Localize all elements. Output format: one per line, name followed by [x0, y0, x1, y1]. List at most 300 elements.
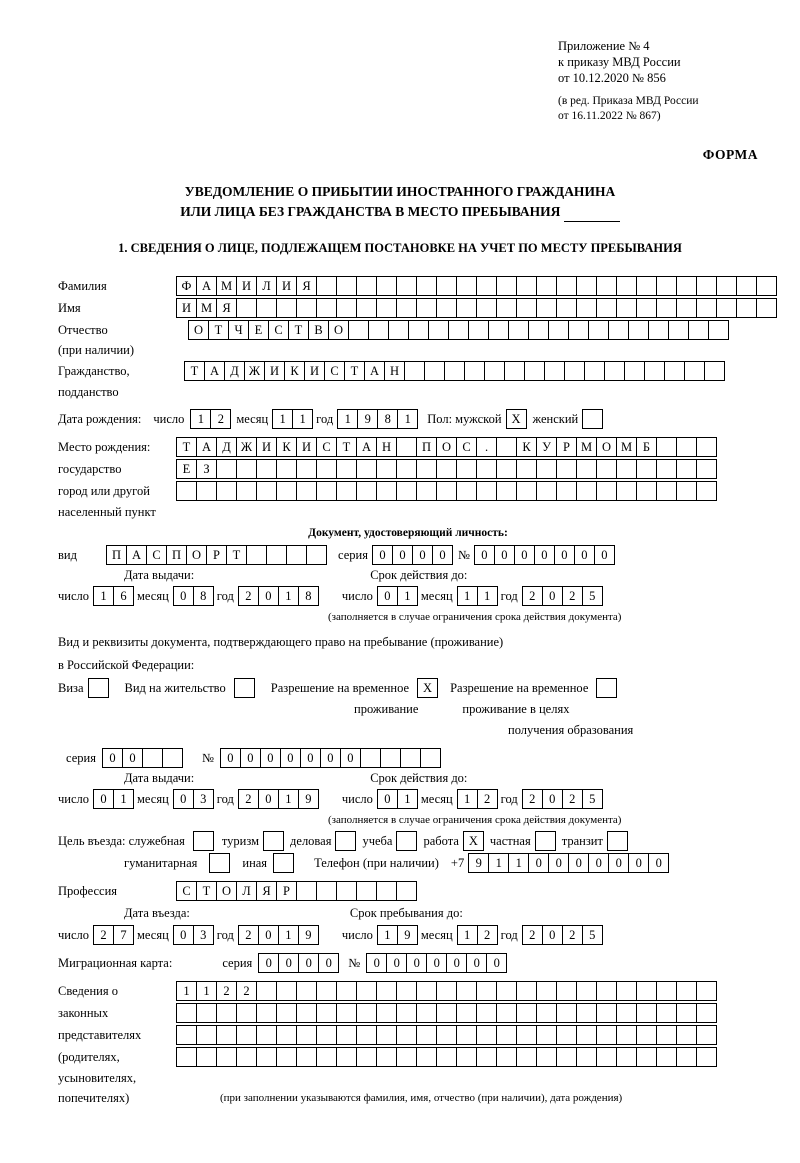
char-cell[interactable]: [216, 459, 237, 479]
doc-issue-year-cells[interactable]: [238, 586, 318, 606]
char-cell[interactable]: [656, 298, 677, 318]
char-cell[interactable]: [696, 459, 717, 479]
char-cell[interactable]: 1: [397, 586, 418, 606]
char-cell[interactable]: 2: [238, 925, 259, 945]
char-cell[interactable]: [576, 981, 597, 1001]
char-cell[interactable]: [424, 361, 445, 381]
residence-permit-checkbox[interactable]: [234, 678, 255, 698]
doc-kind-cells[interactable]: [106, 545, 326, 565]
char-cell[interactable]: П: [166, 545, 187, 565]
char-cell[interactable]: [596, 459, 617, 479]
char-cell[interactable]: [416, 459, 437, 479]
char-cell[interactable]: [556, 298, 577, 318]
stay-end-day-cells[interactable]: [377, 925, 417, 945]
char-cell[interactable]: [548, 320, 569, 340]
citizenship-cells[interactable]: [184, 361, 724, 381]
char-cell[interactable]: 9: [357, 409, 378, 429]
char-cell[interactable]: [716, 298, 737, 318]
char-cell[interactable]: [256, 981, 277, 1001]
char-cell[interactable]: [604, 361, 625, 381]
char-cell[interactable]: 0: [377, 586, 398, 606]
char-cell[interactable]: [196, 1025, 217, 1045]
char-cell[interactable]: [420, 748, 441, 768]
char-cell[interactable]: [668, 320, 689, 340]
char-cell[interactable]: 5: [582, 925, 603, 945]
char-cell[interactable]: [536, 276, 557, 296]
doc-valid-day-cells[interactable]: [377, 586, 417, 606]
char-cell[interactable]: О: [328, 320, 349, 340]
char-cell[interactable]: [576, 1047, 597, 1067]
doc-issue-month-cells[interactable]: [173, 586, 213, 606]
char-cell[interactable]: [336, 1003, 357, 1023]
char-cell[interactable]: [636, 1003, 657, 1023]
purpose-transit-checkbox[interactable]: [607, 831, 628, 851]
char-cell[interactable]: [704, 361, 725, 381]
char-cell[interactable]: [396, 981, 417, 1001]
char-cell[interactable]: [676, 481, 697, 501]
char-cell[interactable]: С: [316, 437, 337, 457]
char-cell[interactable]: 5: [582, 789, 603, 809]
mig-series-cells[interactable]: [258, 953, 338, 973]
char-cell[interactable]: С: [268, 320, 289, 340]
char-cell[interactable]: К: [276, 437, 297, 457]
char-cell[interactable]: [276, 298, 297, 318]
char-cell[interactable]: [556, 981, 577, 1001]
char-cell[interactable]: [488, 320, 509, 340]
stay-end-year-cells[interactable]: [522, 925, 602, 945]
char-cell[interactable]: [516, 298, 537, 318]
char-cell[interactable]: [296, 459, 317, 479]
char-cell[interactable]: [476, 298, 497, 318]
char-cell[interactable]: [276, 481, 297, 501]
char-cell[interactable]: [616, 1003, 637, 1023]
char-cell[interactable]: [196, 481, 217, 501]
char-cell[interactable]: Е: [176, 459, 197, 479]
char-cell[interactable]: [286, 545, 307, 565]
char-cell[interactable]: [316, 881, 337, 901]
char-cell[interactable]: 1: [457, 925, 478, 945]
char-cell[interactable]: 0: [386, 953, 407, 973]
char-cell[interactable]: 1: [397, 409, 418, 429]
char-cell[interactable]: [536, 459, 557, 479]
char-cell[interactable]: [676, 981, 697, 1001]
char-cell[interactable]: [396, 1003, 417, 1023]
char-cell[interactable]: [336, 1047, 357, 1067]
purpose-service-checkbox[interactable]: [193, 831, 214, 851]
char-cell[interactable]: [376, 298, 397, 318]
char-cell[interactable]: [656, 1047, 677, 1067]
birth-month-cells[interactable]: [272, 409, 312, 429]
char-cell[interactable]: [656, 981, 677, 1001]
char-cell[interactable]: [496, 276, 517, 296]
char-cell[interactable]: [636, 481, 657, 501]
char-cell[interactable]: 1: [190, 409, 211, 429]
char-cell[interactable]: [636, 298, 657, 318]
char-cell[interactable]: [476, 1047, 497, 1067]
doc-series-cells[interactable]: [372, 545, 452, 565]
entry-month-cells[interactable]: [173, 925, 213, 945]
char-cell[interactable]: [360, 748, 381, 768]
char-cell[interactable]: Р: [276, 881, 297, 901]
char-cell[interactable]: [676, 437, 697, 457]
char-cell[interactable]: [396, 437, 417, 457]
char-cell[interactable]: [464, 361, 485, 381]
char-cell[interactable]: [356, 459, 377, 479]
char-cell[interactable]: О: [188, 320, 209, 340]
char-cell[interactable]: [636, 1047, 657, 1067]
char-cell[interactable]: 0: [534, 545, 555, 565]
char-cell[interactable]: [656, 481, 677, 501]
char-cell[interactable]: 0: [426, 953, 447, 973]
char-cell[interactable]: 0: [494, 545, 515, 565]
char-cell[interactable]: [296, 481, 317, 501]
char-cell[interactable]: М: [616, 437, 637, 457]
char-cell[interactable]: [656, 459, 677, 479]
char-cell[interactable]: 0: [298, 953, 319, 973]
char-cell[interactable]: [556, 1025, 577, 1045]
char-cell[interactable]: 3: [193, 925, 214, 945]
char-cell[interactable]: 0: [366, 953, 387, 973]
char-cell[interactable]: 0: [372, 545, 393, 565]
char-cell[interactable]: И: [236, 276, 257, 296]
char-cell[interactable]: 9: [298, 789, 319, 809]
char-cell[interactable]: [306, 545, 327, 565]
char-cell[interactable]: 9: [468, 853, 489, 873]
char-cell[interactable]: 1: [272, 409, 293, 429]
char-cell[interactable]: [528, 320, 549, 340]
birth-year-cells[interactable]: [337, 409, 417, 429]
char-cell[interactable]: [556, 1003, 577, 1023]
sex-female-checkbox[interactable]: [582, 409, 603, 429]
char-cell[interactable]: [376, 459, 397, 479]
char-cell[interactable]: Т: [288, 320, 309, 340]
char-cell[interactable]: [376, 276, 397, 296]
char-cell[interactable]: [676, 276, 697, 296]
char-cell[interactable]: 0: [432, 545, 453, 565]
char-cell[interactable]: И: [176, 298, 197, 318]
char-cell[interactable]: Т: [226, 545, 247, 565]
char-cell[interactable]: [216, 1025, 237, 1045]
char-cell[interactable]: [276, 1025, 297, 1045]
legal-rep-cells-4[interactable]: [176, 1047, 716, 1067]
char-cell[interactable]: 0: [258, 789, 279, 809]
char-cell[interactable]: 0: [258, 586, 279, 606]
char-cell[interactable]: [416, 1047, 437, 1067]
purpose-business-checkbox[interactable]: [335, 831, 356, 851]
char-cell[interactable]: 2: [236, 981, 257, 1001]
char-cell[interactable]: 0: [258, 953, 279, 973]
stay-issue-month-cells[interactable]: [173, 789, 213, 809]
doc-valid-year-cells[interactable]: [522, 586, 602, 606]
char-cell[interactable]: О: [596, 437, 617, 457]
char-cell[interactable]: 0: [406, 953, 427, 973]
char-cell[interactable]: Я: [296, 276, 317, 296]
char-cell[interactable]: [296, 1047, 317, 1067]
char-cell[interactable]: 1: [457, 586, 478, 606]
doc-valid-month-cells[interactable]: [457, 586, 497, 606]
char-cell[interactable]: [266, 545, 287, 565]
char-cell[interactable]: [176, 1047, 197, 1067]
char-cell[interactable]: 1: [278, 789, 299, 809]
char-cell[interactable]: [256, 298, 277, 318]
char-cell[interactable]: [496, 459, 517, 479]
char-cell[interactable]: [356, 981, 377, 1001]
char-cell[interactable]: [696, 481, 717, 501]
char-cell[interactable]: [596, 981, 617, 1001]
char-cell[interactable]: Ж: [244, 361, 265, 381]
char-cell[interactable]: 0: [220, 748, 241, 768]
char-cell[interactable]: 2: [477, 789, 498, 809]
char-cell[interactable]: [428, 320, 449, 340]
char-cell[interactable]: [236, 298, 257, 318]
char-cell[interactable]: 0: [574, 545, 595, 565]
char-cell[interactable]: А: [204, 361, 225, 381]
char-cell[interactable]: А: [356, 437, 377, 457]
char-cell[interactable]: [456, 481, 477, 501]
char-cell[interactable]: [536, 1047, 557, 1067]
char-cell[interactable]: 2: [210, 409, 231, 429]
char-cell[interactable]: [696, 437, 717, 457]
char-cell[interactable]: [496, 981, 517, 1001]
char-cell[interactable]: К: [516, 437, 537, 457]
char-cell[interactable]: [676, 298, 697, 318]
char-cell[interactable]: [316, 481, 337, 501]
char-cell[interactable]: [624, 361, 645, 381]
char-cell[interactable]: К: [284, 361, 305, 381]
char-cell[interactable]: [628, 320, 649, 340]
phone-cells[interactable]: [468, 853, 668, 873]
char-cell[interactable]: [756, 298, 777, 318]
char-cell[interactable]: В: [308, 320, 329, 340]
char-cell[interactable]: С: [456, 437, 477, 457]
char-cell[interactable]: [556, 481, 577, 501]
char-cell[interactable]: [576, 276, 597, 296]
char-cell[interactable]: [436, 276, 457, 296]
char-cell[interactable]: [716, 276, 737, 296]
char-cell[interactable]: 0: [542, 789, 563, 809]
char-cell[interactable]: [496, 481, 517, 501]
char-cell[interactable]: [476, 981, 497, 1001]
stay-series-cells[interactable]: [102, 748, 182, 768]
char-cell[interactable]: 0: [122, 748, 143, 768]
char-cell[interactable]: [276, 981, 297, 1001]
stay-valid-day-cells[interactable]: [377, 789, 417, 809]
char-cell[interactable]: [162, 748, 183, 768]
char-cell[interactable]: [368, 320, 389, 340]
char-cell[interactable]: 0: [173, 789, 194, 809]
char-cell[interactable]: [176, 1025, 197, 1045]
char-cell[interactable]: А: [364, 361, 385, 381]
char-cell[interactable]: [484, 361, 505, 381]
char-cell[interactable]: [616, 981, 637, 1001]
char-cell[interactable]: [356, 881, 377, 901]
char-cell[interactable]: [536, 298, 557, 318]
char-cell[interactable]: [416, 1003, 437, 1023]
char-cell[interactable]: 2: [522, 789, 543, 809]
char-cell[interactable]: [696, 1003, 717, 1023]
char-cell[interactable]: [476, 1025, 497, 1045]
purpose-private-checkbox[interactable]: [535, 831, 556, 851]
char-cell[interactable]: 1: [113, 789, 134, 809]
char-cell[interactable]: 0: [320, 748, 341, 768]
char-cell[interactable]: [564, 361, 585, 381]
char-cell[interactable]: [376, 1025, 397, 1045]
char-cell[interactable]: [636, 276, 657, 296]
char-cell[interactable]: [296, 881, 317, 901]
char-cell[interactable]: [396, 881, 417, 901]
char-cell[interactable]: [456, 298, 477, 318]
char-cell[interactable]: Д: [216, 437, 237, 457]
char-cell[interactable]: [516, 481, 537, 501]
char-cell[interactable]: [756, 276, 777, 296]
char-cell[interactable]: Е: [248, 320, 269, 340]
birth-city-cells-row2[interactable]: [176, 481, 716, 501]
char-cell[interactable]: [356, 481, 377, 501]
char-cell[interactable]: [736, 276, 757, 296]
char-cell[interactable]: 2: [238, 586, 259, 606]
char-cell[interactable]: [296, 981, 317, 1001]
char-cell[interactable]: [236, 1025, 257, 1045]
birth-city-cells-row1[interactable]: [176, 459, 716, 479]
char-cell[interactable]: [396, 459, 417, 479]
char-cell[interactable]: [616, 481, 637, 501]
doc-issue-day-cells[interactable]: [93, 586, 133, 606]
char-cell[interactable]: И: [264, 361, 285, 381]
char-cell[interactable]: Т: [184, 361, 205, 381]
char-cell[interactable]: [336, 276, 357, 296]
char-cell[interactable]: Л: [256, 276, 277, 296]
char-cell[interactable]: М: [196, 298, 217, 318]
purpose-work-checkbox[interactable]: Х: [463, 831, 484, 851]
char-cell[interactable]: [736, 298, 757, 318]
char-cell[interactable]: [376, 981, 397, 1001]
char-cell[interactable]: [644, 361, 665, 381]
char-cell[interactable]: 2: [216, 981, 237, 1001]
stay-issue-year-cells[interactable]: [238, 789, 318, 809]
char-cell[interactable]: [616, 276, 637, 296]
char-cell[interactable]: [456, 981, 477, 1001]
char-cell[interactable]: [336, 298, 357, 318]
char-cell[interactable]: [256, 1003, 277, 1023]
char-cell[interactable]: [576, 1003, 597, 1023]
char-cell[interactable]: 0: [542, 586, 563, 606]
char-cell[interactable]: Ф: [176, 276, 197, 296]
char-cell[interactable]: О: [216, 881, 237, 901]
char-cell[interactable]: [316, 459, 337, 479]
char-cell[interactable]: [616, 298, 637, 318]
char-cell[interactable]: Т: [336, 437, 357, 457]
char-cell[interactable]: [588, 320, 609, 340]
char-cell[interactable]: [696, 1047, 717, 1067]
char-cell[interactable]: [456, 276, 477, 296]
char-cell[interactable]: [376, 481, 397, 501]
char-cell[interactable]: [348, 320, 369, 340]
char-cell[interactable]: 0: [318, 953, 339, 973]
char-cell[interactable]: [476, 1003, 497, 1023]
edu-residence-checkbox[interactable]: [596, 678, 617, 698]
char-cell[interactable]: 0: [446, 953, 467, 973]
char-cell[interactable]: [516, 276, 537, 296]
char-cell[interactable]: 0: [474, 545, 495, 565]
char-cell[interactable]: [376, 1003, 397, 1023]
char-cell[interactable]: [636, 1025, 657, 1045]
char-cell[interactable]: [536, 981, 557, 1001]
char-cell[interactable]: [524, 361, 545, 381]
char-cell[interactable]: [496, 1003, 517, 1023]
char-cell[interactable]: [376, 881, 397, 901]
char-cell[interactable]: 1: [278, 586, 299, 606]
char-cell[interactable]: [256, 1025, 277, 1045]
char-cell[interactable]: П: [106, 545, 127, 565]
birth-place-cells[interactable]: [176, 437, 716, 457]
legal-rep-cells-2[interactable]: [176, 1003, 716, 1023]
char-cell[interactable]: 1: [93, 586, 114, 606]
purpose-other-checkbox[interactable]: [273, 853, 294, 873]
surname-cells[interactable]: [176, 276, 776, 296]
char-cell[interactable]: 2: [238, 789, 259, 809]
char-cell[interactable]: С: [324, 361, 345, 381]
char-cell[interactable]: С: [146, 545, 167, 565]
char-cell[interactable]: [176, 481, 197, 501]
char-cell[interactable]: [380, 748, 401, 768]
char-cell[interactable]: 1: [292, 409, 313, 429]
char-cell[interactable]: Т: [344, 361, 365, 381]
char-cell[interactable]: [256, 1047, 277, 1067]
char-cell[interactable]: [336, 881, 357, 901]
char-cell[interactable]: 1: [457, 789, 478, 809]
char-cell[interactable]: [684, 361, 705, 381]
char-cell[interactable]: Р: [556, 437, 577, 457]
char-cell[interactable]: [196, 1003, 217, 1023]
purpose-tourism-checkbox[interactable]: [263, 831, 284, 851]
char-cell[interactable]: [476, 276, 497, 296]
char-cell[interactable]: [496, 1025, 517, 1045]
char-cell[interactable]: 9: [298, 925, 319, 945]
char-cell[interactable]: [216, 481, 237, 501]
char-cell[interactable]: 1: [488, 853, 509, 873]
char-cell[interactable]: [596, 481, 617, 501]
char-cell[interactable]: [416, 1025, 437, 1045]
char-cell[interactable]: 0: [648, 853, 669, 873]
visa-checkbox[interactable]: [88, 678, 109, 698]
name-cells[interactable]: [176, 298, 776, 318]
char-cell[interactable]: [656, 1003, 677, 1023]
char-cell[interactable]: [636, 459, 657, 479]
char-cell[interactable]: 0: [568, 853, 589, 873]
char-cell[interactable]: [356, 1047, 377, 1067]
char-cell[interactable]: [176, 1003, 197, 1023]
char-cell[interactable]: 0: [588, 853, 609, 873]
char-cell[interactable]: 7: [113, 925, 134, 945]
char-cell[interactable]: Т: [196, 881, 217, 901]
char-cell[interactable]: И: [304, 361, 325, 381]
char-cell[interactable]: А: [196, 437, 217, 457]
char-cell[interactable]: 0: [486, 953, 507, 973]
char-cell[interactable]: Т: [208, 320, 229, 340]
char-cell[interactable]: 1: [337, 409, 358, 429]
char-cell[interactable]: 0: [93, 789, 114, 809]
char-cell[interactable]: [436, 1047, 457, 1067]
mig-number-cells[interactable]: [366, 953, 506, 973]
char-cell[interactable]: Ч: [228, 320, 249, 340]
char-cell[interactable]: [416, 298, 437, 318]
char-cell[interactable]: 0: [548, 853, 569, 873]
char-cell[interactable]: [388, 320, 409, 340]
char-cell[interactable]: [142, 748, 163, 768]
char-cell[interactable]: 0: [278, 953, 299, 973]
char-cell[interactable]: [664, 361, 685, 381]
entry-year-cells[interactable]: [238, 925, 318, 945]
